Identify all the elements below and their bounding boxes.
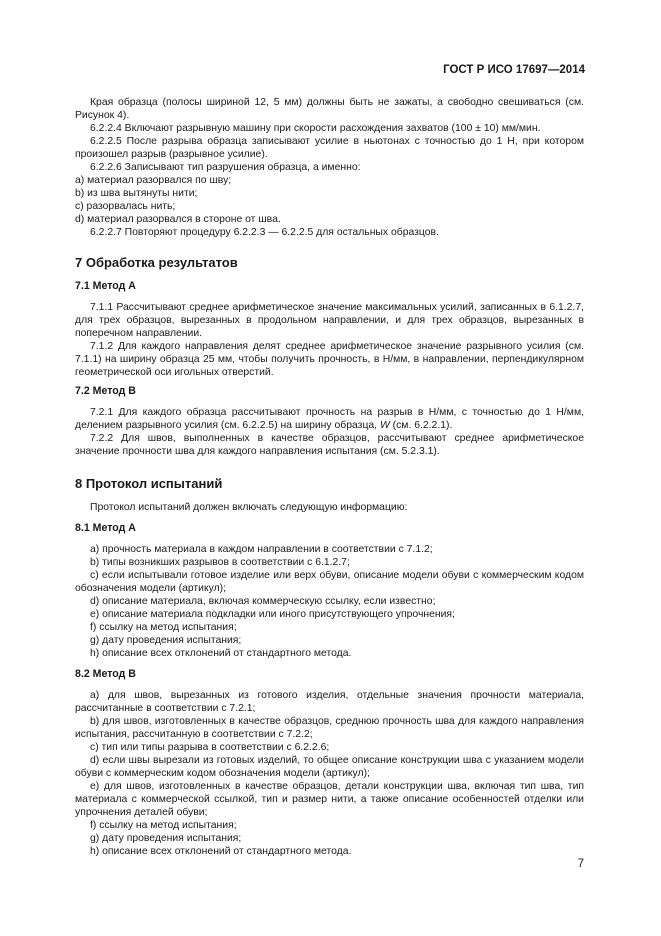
list-item: h) описание всех отклонений от стандартного метода. [90, 846, 352, 857]
list-item: b) типы возникших разрывов в соответствии с 6.1.2.7; [90, 557, 350, 568]
list-item: b) для швов, изготовленных в качестве образцов, среднюю прочность шва для каждого направления испытания, рассчитанную в соответствии с 7.2.2; [75, 716, 584, 740]
list-item: g) дату проведения испытания; [90, 833, 242, 844]
text-run: (см. 6.2.2.1). [389, 420, 453, 431]
paragraph [75, 406, 584, 432]
section-title: 7 Обработка результатов [75, 255, 238, 270]
list-item: a) для швов, вырезанных из готового изделия, отдельные значения прочности материала, рассчитанные в соответствии с 7.2.1; [75, 690, 584, 714]
list-item: b) из шва вытянуты нити; [75, 188, 198, 199]
page-content [75, 96, 584, 858]
paragraph: 6.2.2.6 Записывают тип разрушения образца, а именно: [90, 162, 361, 173]
list-item: a) материал разорвался по шву; [75, 175, 232, 186]
list-item: c) тип или типы разрыва в соответствии с 6.2.2.6; [90, 742, 330, 753]
subsection-title: 8.2 Метод В [75, 668, 136, 680]
list-item: d) материал разорвался в стороне от шва. [75, 214, 281, 225]
subsection-title: 7.1 Метод А [75, 280, 136, 292]
list-item: g) дату проведения испытания; [90, 635, 242, 646]
paragraph: Протокол испытаний должен включать следующую информацию: [90, 502, 408, 513]
paragraph: 6.2.2.5 После разрыва образца записывают усилие в ньютонах с точностью до 1 Н, при котором произошел разрыв (разрывное усилие). [75, 136, 584, 160]
paragraph: 7.1.2 Для каждого направления делят среднее арифметическое значение разрывного усилия (см. 7.1.1) на ширину образца 25 мм, чтобы получить прочность, в Н/мм, в направлении, перпендикулярном геометрической оси игольных отверстий. [75, 341, 584, 378]
list-item: c) если испытывали готовое изделие или верх обуви, описание модели обуви с коммерческим кодом обозначения модели (артикул); [75, 570, 584, 594]
subsection-title: 8.1 Метод А [75, 522, 136, 534]
paragraph: 7.1.1 Рассчитывают среднее арифметическое значение максимальных усилий, записанных в 6.1.2.7, для трех образцов, вырезанных в продольном направлении, и для трех образцов, вырезанных в поперечном направлении. [75, 302, 584, 339]
list-item: f) ссылку на метод испытания; [90, 622, 237, 633]
section-title: 8 Протокол испытаний [75, 476, 223, 491]
list-item: h) описание всех отклонений от стандартного метода. [90, 648, 352, 659]
list-item: e) описание материала подкладки или иного присутствующего упрочнения; [90, 609, 455, 620]
subsection-title: 7.2 Метод В [75, 385, 136, 397]
variable-w: W [379, 420, 390, 431]
list-item: d) описание материала, включая коммерческую ссылку, если известно; [90, 596, 436, 607]
paragraph: 7.2.2 Для швов, выполненных в качестве образцов, рассчитывают среднее арифметическое значение прочности шва для каждого направления испытания (см. 5.2.3.1). [75, 433, 584, 457]
list-item: e) для швов, изготовленных в качестве образцов, детали конструкции шва, включая тип шва, тип материала с коммерческой ссылкой, тип и размер нити, а также описание особенностей отделки или упрочнения деталей обуви; [75, 781, 584, 818]
list-item: c) разорвалась нить; [75, 201, 176, 212]
list-item: d) если швы вырезали из готовых изделий, то общее описание конструкции шва с указанием модели обуви с коммерческим кодом обозначения модели (артикул); [75, 755, 584, 779]
list-item: a) прочность материала в каждом направлении в соответствии с 7.1.2; [90, 544, 433, 555]
standard-header: ГОСТ Р ИСО 17697—2014 [443, 64, 585, 76]
list-item: f) ссылку на метод испытания; [90, 820, 237, 831]
paragraph: 6.2.2.4 Включают разрывную машину при скорости расхождения захватов (100 ± 10) мм/мин. [90, 123, 541, 134]
text-run: 7.2.1 Для каждого образца рассчитывают прочность на разрыв в Н/мм, с точностью до 1 Н/мм, делением разрывного усилия (см. 6.2.2.5) на ширину образца, [75, 407, 584, 431]
page-number: 7 [577, 858, 584, 870]
paragraph: Края образца (полосы шириной 12, 5 мм) должны быть не зажаты, а свободно свешиваться (см. Рисунок 4). [75, 97, 584, 121]
paragraph: 6.2.2.7 Повторяют процедуру 6.2.2.3 — 6.2.2.5 для остальных образцов. [90, 227, 439, 238]
